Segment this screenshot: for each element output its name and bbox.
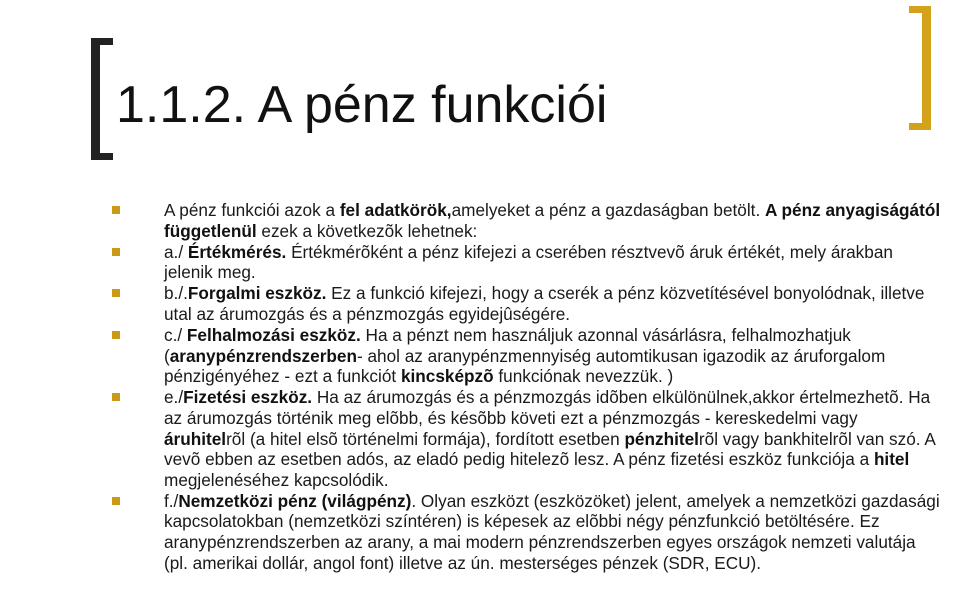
list-item: A pénz funkciói azok a fel adatkörök,amelyeket a pénz a gazdaságban betölt. A pénz anyagiságától függetlenül ezek a következõk lehetnek: <box>112 200 942 241</box>
title-right-bracket <box>909 6 931 130</box>
square-bullet-icon <box>112 206 120 214</box>
slide-title: 1.1.2. A pénz funkciói <box>116 76 608 134</box>
bullet-list <box>112 200 942 574</box>
square-bullet-icon <box>112 497 120 505</box>
list-item: c./ Felhalmozási eszköz. Ha a pénzt nem használjuk azonnal vásárlásra, felhalmozhatjuk (aranypénzrendszerben- ahol az aranypénzmennyiség automtikusan igazodik az áruforgalom pénzigényéhez - ezt a funkciót kincsképzõ funkciónak nevezzük. ) <box>112 325 942 387</box>
list-item: a./ Értékmérés. Értékmérõként a pénz kifejezi a cserében résztvevõ áruk értékét, mely árakban jelenik meg. <box>112 242 942 283</box>
list-item: e./Fizetési eszköz. Ha az árumozgás és a pénzmozgás idõben elkülönülnek,akkor értelmezhetõ. Ha az árumozgás történik meg elõbb, és késõbb követi ezt a pénzmozgás - kereskedelmi vagy áruhitelrõl (a hitel elsõ történelmi formája), fordított esetben pénzhitelrõl vagy bankhitelrõl van szó. A vevõ ebben az esetben adós, az eladó pedig hitelezõ lesz. A pénz fizetési eszköz funkciója a hitel megjelenéséhez kapcsolódik. <box>112 387 942 490</box>
list-item: b./.Forgalmi eszköz. Ez a funkció kifejezi, hogy a cserék a pénz közvetítésével bonyolódnak, illetve utal az árumozgás és a pénzmozgás egyidejûségére. <box>112 283 942 324</box>
square-bullet-icon <box>112 289 120 297</box>
square-bullet-icon <box>112 331 120 339</box>
square-bullet-icon <box>112 393 120 401</box>
square-bullet-icon <box>112 248 120 256</box>
list-item: f./Nemzetközi pénz (világpénz). Olyan eszközt (eszközöket) jelent, amelyek a nemzetközi gazdasági kapcsolatokban (nemzetközi színtéren) is képesek az elõbbi négy pénzfunkció betöltésére. Ez aranypénzrendszerben az arany, a mai modern pénzrendszerben egyes országok nemzeti valutája (pl. amerikai dollár, angol font) illetve az ún. mesterséges pénzek (SDR, ECU). <box>112 491 942 573</box>
title-left-bracket <box>91 38 113 160</box>
